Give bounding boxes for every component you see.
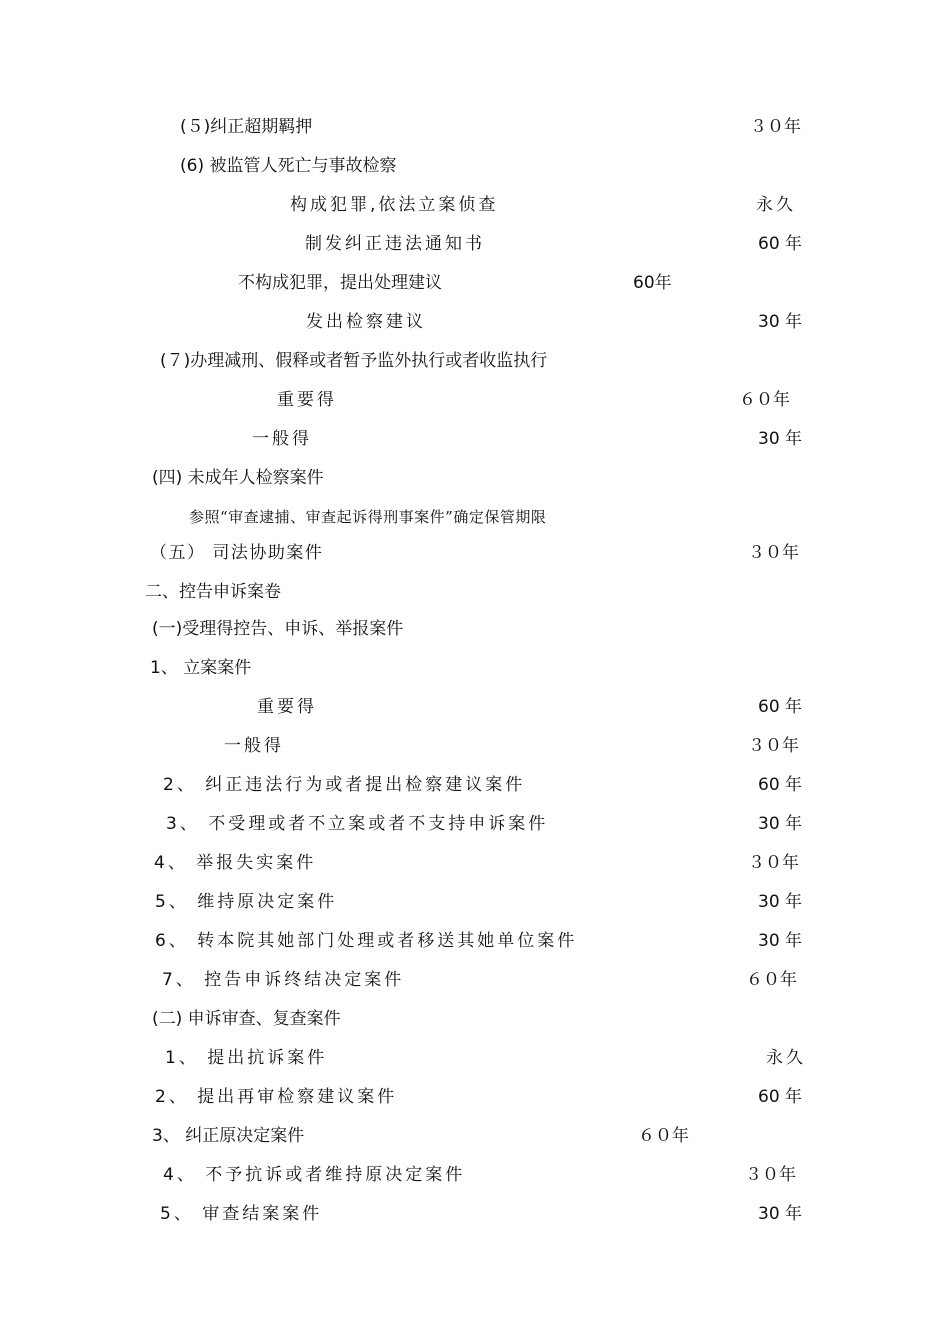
item-6-heading: (6) 被监管人死亡与事故检察	[180, 156, 397, 176]
part-2-heading: 二、控告申诉案卷	[145, 582, 281, 602]
appeal-item-4-text: 4、 不予抗诉或者维持原决定案件	[163, 1165, 466, 1185]
filed-general-period: ３０年	[748, 736, 799, 756]
subsection-2-heading: (二) 申诉审查、复查案件	[152, 1009, 341, 1029]
item-5-text: (５)纠正超期羁押	[180, 117, 313, 137]
item-4-period: ３０年	[748, 853, 799, 873]
general-period: 30 年	[758, 429, 803, 449]
item-4-text: 4、 举报失实案件	[154, 853, 317, 873]
important-text: 重要得	[277, 390, 337, 410]
appeal-item-2-text: 2、 提出再审检察建议案件	[155, 1087, 398, 1107]
item-5b-period: 30 年	[758, 892, 803, 912]
crime-investigation-text: 构成犯罪,依法立案侦查	[290, 195, 499, 215]
reference-note: 参照“审查逮捕、审查起诉得刑事案件”确定保管期限	[189, 508, 547, 526]
filed-important-period: 60 年	[758, 697, 803, 717]
appeal-item-2-period: 60 年	[758, 1087, 803, 1107]
correction-notice-period: 60 年	[758, 234, 803, 254]
appeal-item-4-period: ３０年	[745, 1165, 796, 1185]
appeal-item-1-text: 1、 提出抗诉案件	[165, 1048, 328, 1068]
appeal-item-1-period: 永久	[766, 1048, 806, 1068]
item-7b-period: ６０年	[746, 970, 797, 990]
appeal-item-3-text: 3、 纠正原决定案件	[152, 1126, 305, 1146]
general-text: 一般得	[252, 429, 312, 449]
section-5-period: ３０年	[748, 543, 799, 563]
procuratorial-suggestion-text: 发出检察建议	[306, 312, 426, 332]
subsection-1-heading: (一)受理得控告、申诉、举报案件	[152, 619, 404, 639]
appeal-item-5-period: 30 年	[758, 1204, 803, 1224]
appeal-item-3-period: ６０年	[638, 1126, 689, 1146]
filed-important-text: 重要得	[257, 697, 317, 717]
item-7-heading: (７)办理减刑、假释或者暂予监外执行或者收监执行	[160, 351, 548, 371]
section-4-heading: (四) 未成年人检察案件	[152, 468, 324, 488]
item-6b-period: 30 年	[758, 931, 803, 951]
non-crime-suggestion-period: 60年	[633, 273, 672, 293]
item-3-text: 3、 不受理或者不立案或者不支持申诉案件	[166, 814, 549, 834]
correction-notice-text: 制发纠正违法通知书	[305, 234, 485, 254]
item-2-text: 2、 纠正违法行为或者提出检察建议案件	[163, 775, 526, 795]
item-7b-text: 7、 控告申诉终结决定案件	[162, 970, 405, 990]
item-5-period: ３０年	[750, 117, 801, 137]
item-3-period: 30 年	[758, 814, 803, 834]
procuratorial-suggestion-period: 30 年	[758, 312, 803, 332]
appeal-item-5-text: 5、 审查结案案件	[160, 1204, 323, 1224]
non-crime-suggestion-text: 不构成犯罪，提出处理建议	[238, 273, 442, 293]
filed-general-text: 一般得	[224, 736, 284, 756]
item-5b-text: 5、 维持原决定案件	[155, 892, 338, 912]
section-5-heading: （五） 司法协助案件	[150, 543, 324, 563]
crime-investigation-period: 永久	[756, 195, 796, 215]
item-2-period: 60 年	[758, 775, 803, 795]
important-period: ６０年	[739, 390, 790, 410]
item-6b-text: 6、 转本院其她部门处理或者移送其她单位案件	[155, 931, 578, 951]
item-1-filed-cases: 1、 立案案件	[150, 658, 252, 678]
